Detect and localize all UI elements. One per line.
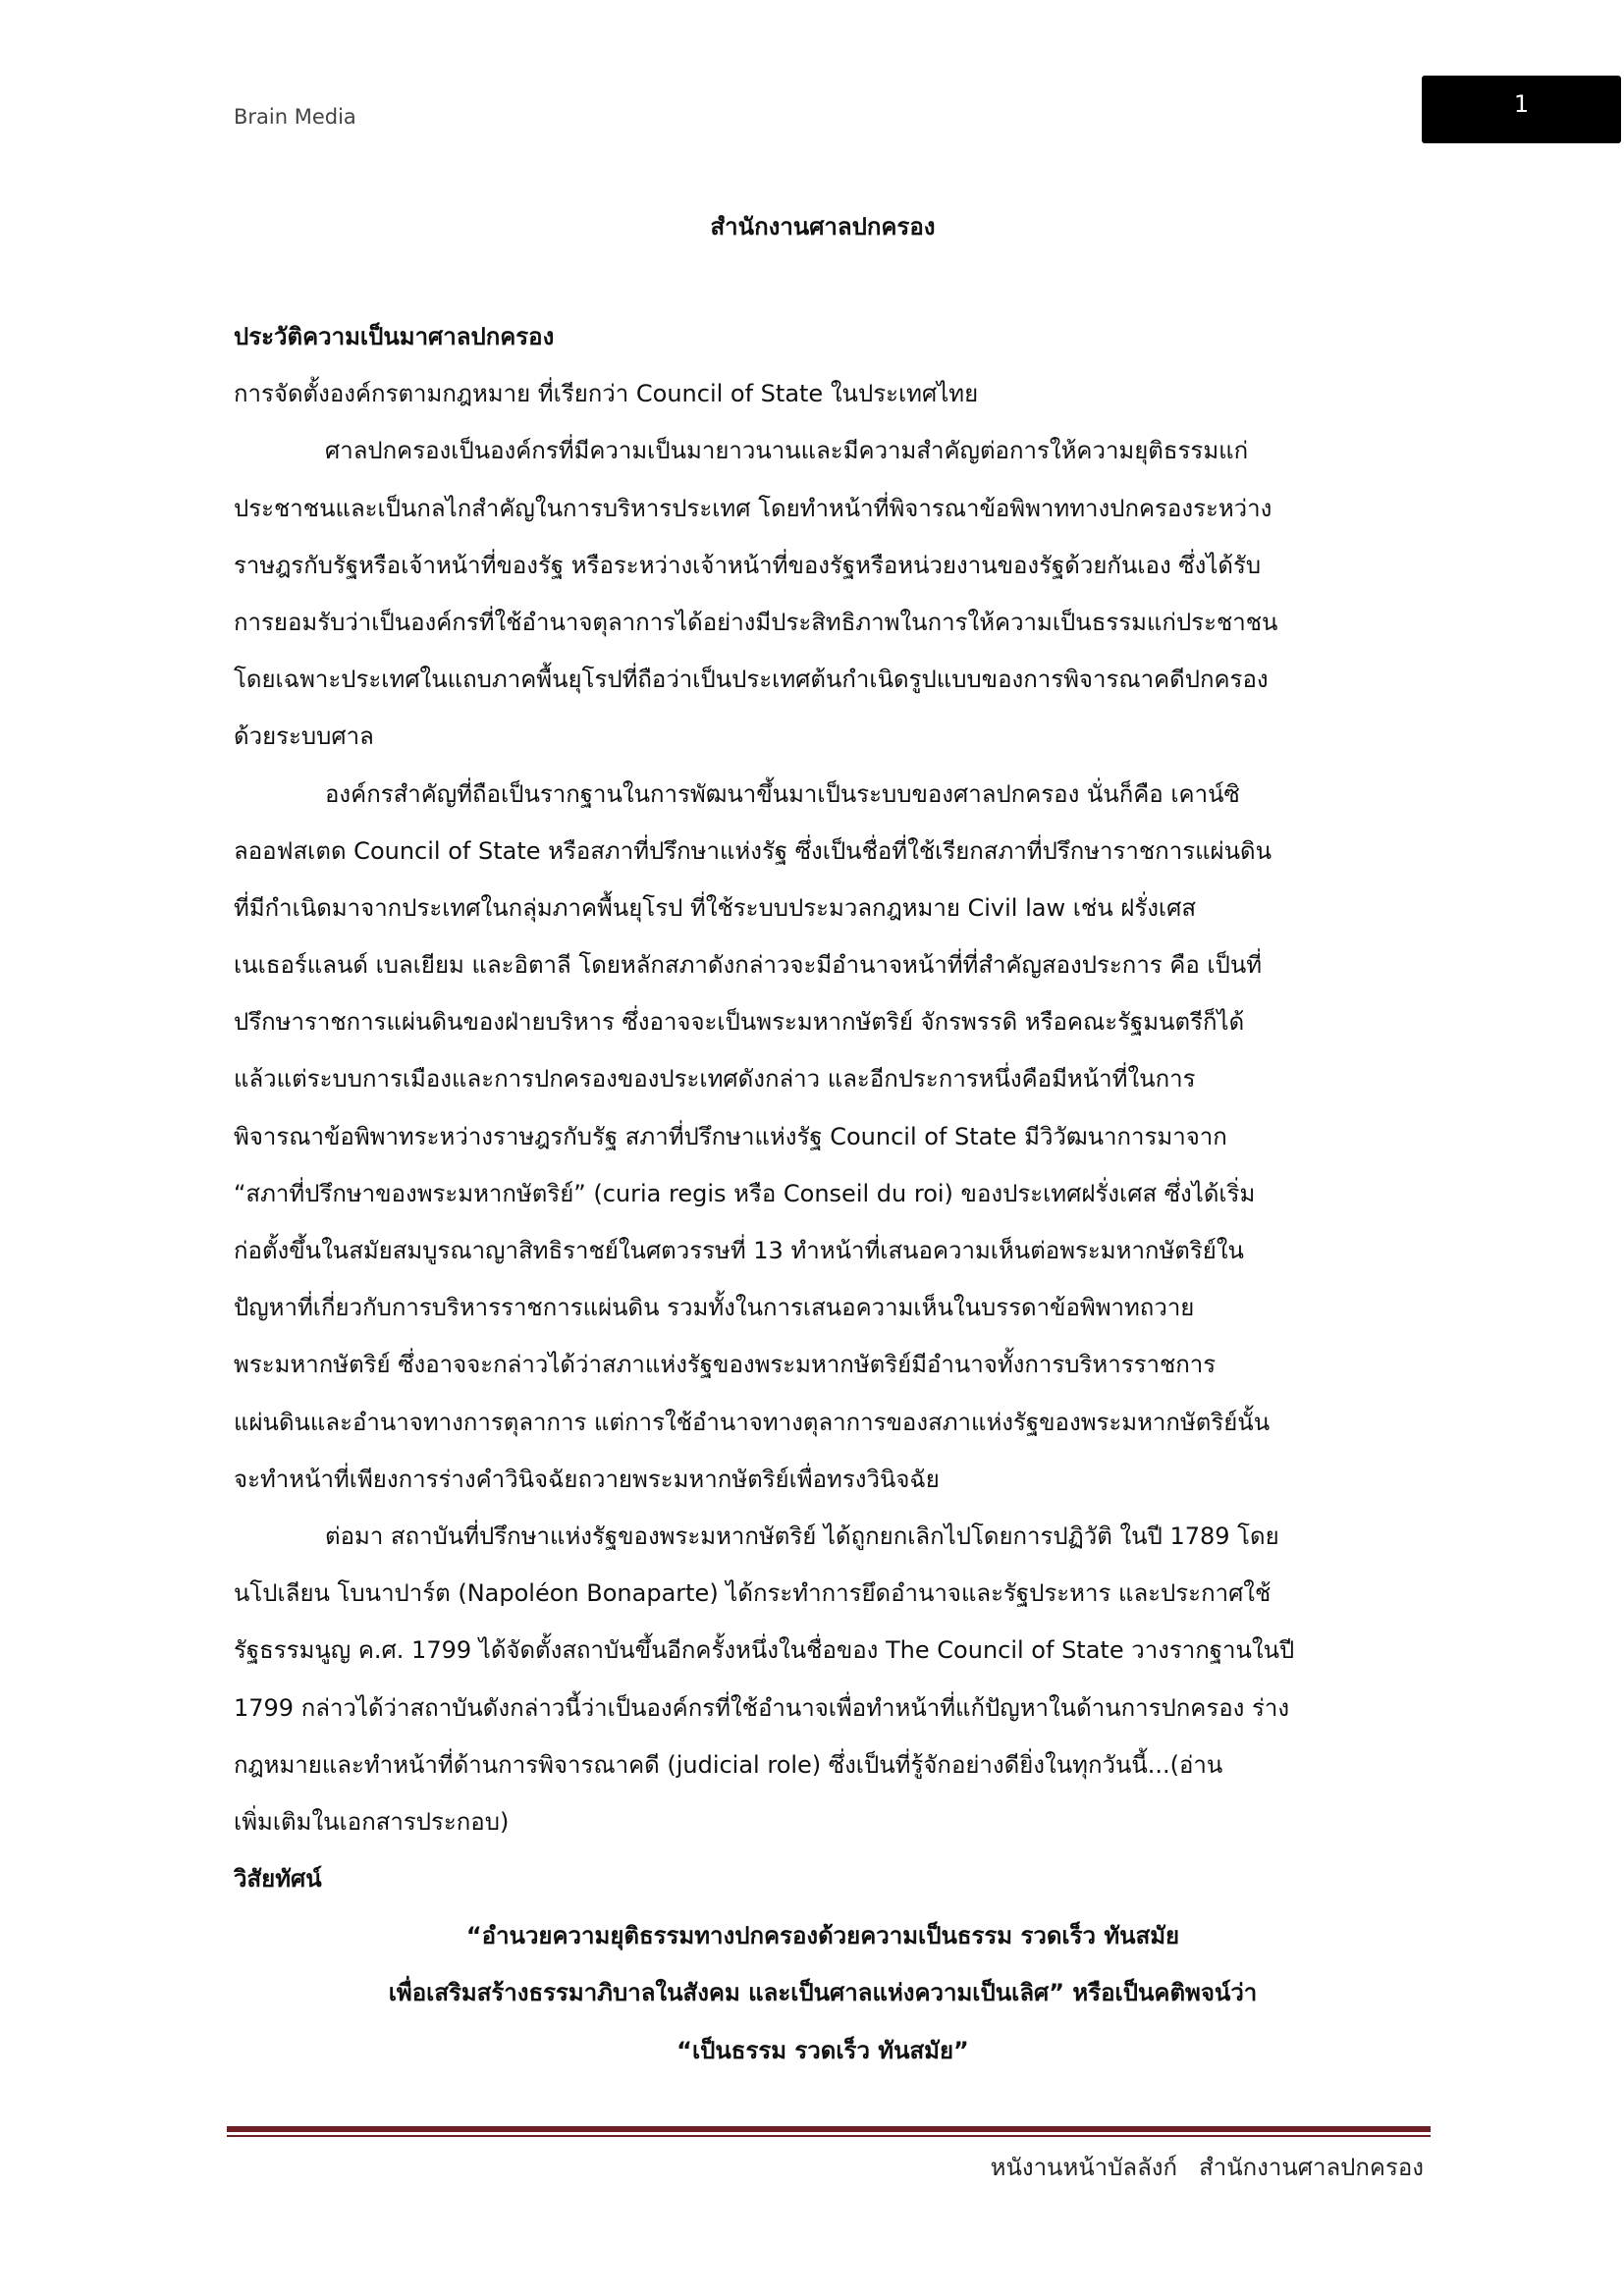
vision-heading: วิสัยทัศน์ bbox=[234, 1865, 322, 1894]
paragraph-line: ประชาชนและเป็นกลไกสำคัญในการบริหารประเทศ โดยทำหน้าที่พิจารณาข้อพิพาททางปกครองระหว่าง bbox=[234, 494, 1272, 522]
paragraph-line: เนเธอร์แลนด์ เบลเยียม และอิตาลี โดยหลักสภาดังกล่าวจะมีอำนาจหน้าที่ที่สำคัญสองประการ คือ เป็นที่ bbox=[234, 951, 1263, 980]
history-paragraph-1 bbox=[234, 422, 1412, 765]
paragraph-line: องค์กรสำคัญที่ถือเป็นรากฐานในการพัฒนาขึ้นมาเป็นระบบของศาลปกครอง นั่นก็คือ เคาน์ซิ bbox=[325, 779, 1240, 808]
paragraph-line: “สภาที่ปรึกษาของพระมหากษัตริย์” (curia regis หรือ Conseil du roi) ของประเทศฝรั่งเศส ซึ่งได้เริ่ม bbox=[234, 1179, 1256, 1207]
paragraph-line: ด้วยระบบศาล bbox=[234, 722, 374, 751]
paragraph-line: ราษฎรกับรัฐหรือเจ้าหน้าที่ของรัฐ หรือระหว่างเจ้าหน้าที่ของรัฐหรือหน่วยงานของรัฐด้วยกันเอง ซึ่งได้รับ bbox=[234, 551, 1262, 579]
running-footer bbox=[991, 2140, 1424, 2195]
footer-rule-thick bbox=[227, 2126, 1431, 2132]
history-paragraph-3 bbox=[234, 1508, 1412, 1850]
vision-statement bbox=[234, 1907, 1412, 2079]
paragraph-line: รัฐธรรมนูญ ค.ศ. 1799 ได้จัดตั้งสถาบันขึ้นอีกครั้งหนึ่งในชื่อของ The Council of State วางรากฐานในปี bbox=[234, 1636, 1295, 1665]
paragraph-line: แล้วแต่ระบบการเมืองและการปกครองของประเทศดังกล่าว และอีกประการหนึ่งคือมีหน้าที่ในการ bbox=[234, 1065, 1196, 1094]
document-title: สำนักงานศาลปกครอง bbox=[710, 213, 936, 240]
document-body bbox=[234, 308, 1412, 2079]
paragraph-line: เพิ่มเติมในเอกสารประกอบ) bbox=[234, 1807, 510, 1836]
paragraph-line: พระมหากษัตริย์ ซึ่งอาจจะกล่าวได้ว่าสภาแห่งรัฐของพระมหากษัตริย์มีอำนาจทั้งการบริหารราชการ bbox=[234, 1351, 1217, 1379]
paragraph-line: 1799 กล่าวได้ว่าสถาบันดังกล่าวนี้ว่าเป็นองค์กรที่ใช้อำนาจเพื่อทำหน้าที่แก้ปัญหาในด้านการปกครอง ร่าง bbox=[234, 1693, 1290, 1722]
paragraph-line: การยอมรับว่าเป็นองค์กรที่ใช้อำนาจตุลาการได้อย่างมีประสิทธิภาพในการให้ความเป็นธรรมแก่ประชาชน bbox=[234, 608, 1278, 636]
paragraph-line: แผ่นดินและอำนาจทางการตุลาการ แต่การใช้อำนาจทางตุลาการของสภาแห่งรัฐของพระมหากษัตริย์นั้น bbox=[234, 1408, 1271, 1436]
vision-line: “อำนวยความยุติธรรมทางปกครองด้วยความเป็นธรรม รวดเร็ว ทันสมัย bbox=[465, 1922, 1180, 1950]
paragraph-line: ต่อมา สถาบันที่ปรึกษาแห่งรัฐของพระมหากษัตริย์ ได้ถูกยกเลิกไปโดยการปฏิวัติ ในปี 1789 โดย bbox=[325, 1522, 1279, 1550]
paragraph-line: พิจารณาข้อพิพาทระหว่างราษฎรกับรัฐ สภาที่ปรึกษาแห่งรัฐ Council of State มีวิวัฒนาการมาจาก bbox=[234, 1122, 1227, 1150]
paragraph-line: นโปเลียน โบนาปาร์ต (Napoléon Bonaparte) ได้กระทำการยึดอำนาจและรัฐประหาร และประกาศใช้ bbox=[234, 1579, 1272, 1608]
paragraph-line: โดยเฉพาะประเทศในแถบภาคพื้นยุโรปที่ถือว่าเป็นประเทศต้นกำเนิดรูปแบบของการพิจารณาคดีปกครอง bbox=[234, 666, 1269, 694]
page-number: 1 bbox=[1513, 90, 1530, 118]
paragraph-line: ก่อตั้งขึ้นในสมัยสมบูรณาญาสิทธิราชย์ในศตวรรษที่ 13 ทำหน้าที่เสนอความเห็นต่อพระมหากษัตริย์ใน bbox=[234, 1237, 1244, 1264]
history-paragraph-2 bbox=[234, 766, 1412, 1508]
paragraph-line: ปรึกษาราชการแผ่นดินของฝ่ายบริหาร ซึ่งอาจจะเป็นพระมหากษัตริย์ จักรพรรดิ หรือคณะรัฐมนตรีก็ได้ bbox=[234, 1008, 1245, 1037]
page-number-box bbox=[1422, 76, 1621, 143]
paragraph-line: ศาลปกครองเป็นองค์กรที่มีความเป็นมายาวนานและมีความสำคัญต่อการให้ความยุติธรรมแก่ bbox=[325, 437, 1249, 465]
footer-organization-label: สำนักงานศาลปกครอง bbox=[1199, 2154, 1424, 2181]
footer-rule-thin bbox=[227, 2135, 1431, 2137]
paragraph-line: ที่มีกำเนิดมาจากประเทศในกลุ่มภาคพื้นยุโรป ที่ใช้ระบบประมวลกฎหมาย Civil law เช่น ฝรั่งเศส bbox=[234, 893, 1197, 922]
history-intro: การจัดตั้งองค์กรตามกฎหมาย ที่เรียกว่า Council of State ในประเทศไทย bbox=[234, 380, 979, 408]
history-heading: ประวัติความเป็นมาศาลปกครอง bbox=[234, 323, 555, 350]
vision-line: เพื่อเสริมสร้างธรรมาภิบาลในสังคม และเป็นศาลแห่งความเป็นเลิศ” หรือเป็นคติพจน์ว่า bbox=[388, 1979, 1258, 2007]
paragraph-line: กฎหมายและทำหน้าที่ด้านการพิจารณาคดี (judicial role) ซึ่งเป็นที่รู้จักอย่างดียิ่งในทุกวันนี้...(อ่าน bbox=[234, 1750, 1223, 1779]
vision-line: “เป็นธรรม รวดเร็ว ทันสมัย” bbox=[677, 2036, 969, 2064]
footer-section-label: หนังานหน้าบัลลังก์ bbox=[990, 2154, 1178, 2181]
running-header-brand: Brain Media bbox=[234, 105, 356, 129]
paragraph-line: จะทำหน้าที่เพียงการร่างคำวินิจฉัยถวายพระมหากษัตริย์เพื่อทรงวินิจฉัย bbox=[234, 1465, 940, 1493]
paragraph-line: ลออฟสเตด Council of State หรือสภาที่ปรึกษาแห่งรัฐ ซึ่งเป็นชื่อที่ใช้เรียกสภาที่ปรึกษาราชการแผ่นดิน bbox=[234, 836, 1272, 865]
paragraph-line: ปัญหาที่เกี่ยวกับการบริหารราชการแผ่นดิน รวมทั้งในการเสนอความเห็นในบรรดาข้อพิพาทถวาย bbox=[234, 1294, 1195, 1322]
